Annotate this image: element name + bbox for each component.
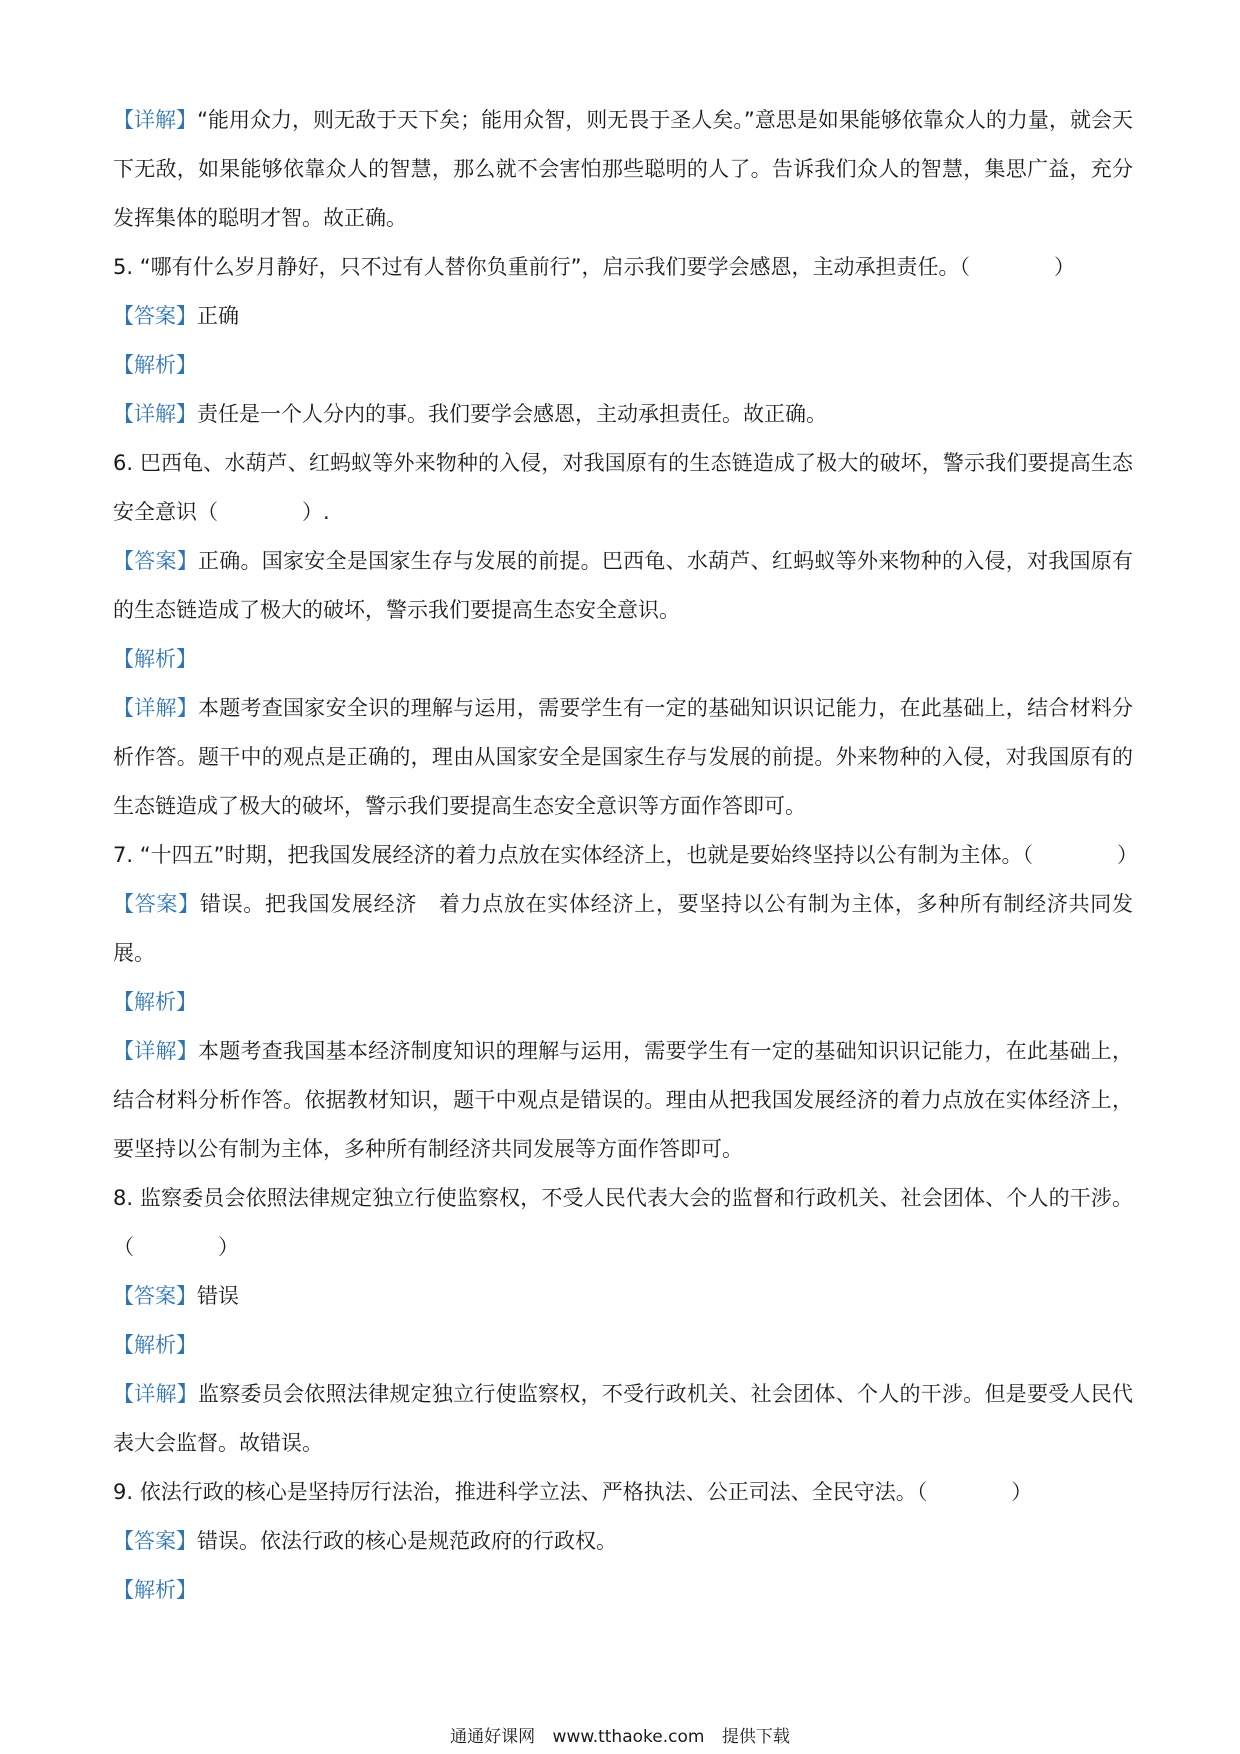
answer-7 (113, 880, 1133, 978)
detail-8 (113, 1370, 1133, 1468)
document-body (113, 96, 1138, 1615)
detail-tag: 【详解】 (113, 108, 198, 132)
analysis-tag: 【解析】 (113, 990, 197, 1014)
answer-5 (113, 292, 1133, 341)
answer-6 (113, 537, 1133, 635)
question-5: 5. “哪有什么岁月静好，只不过有人替你负重前行”，启示我们要学会感恩，主动承担责任。（ ） (113, 255, 1075, 279)
page-footer (0, 1726, 1240, 1748)
answer-tag: 【答案】 (113, 1529, 197, 1553)
answer-9 (113, 1517, 1133, 1566)
question-7: 7. “十四五”时期，把我国发展经济的着力点放在实体经济上，也就是要始终坚持以公有制为主体。（ ） (113, 843, 1138, 867)
footer-site-name: 通通好课网 (450, 1727, 536, 1747)
analysis-tag: 【解析】 (113, 647, 197, 671)
answer-tag: 【答案】 (113, 892, 200, 916)
answer-tag: 【答案】 (113, 549, 199, 573)
answer-text: 错误。依法行政的核心是规范政府的行政权。 (197, 1529, 617, 1553)
answer-text: 正确 (197, 304, 239, 328)
detail-5 (113, 390, 1133, 439)
analysis-tag: 【解析】 (113, 353, 197, 377)
analysis-tag: 【解析】 (113, 1333, 197, 1357)
question-8: 8. 监察委员会依照法律规定独立行使监察权，不受人民代表大会的监督和行政机关、社会团体、个人的干涉。（ ） (113, 1186, 1133, 1259)
detail-text: 本题考查国家安全识的理解与运用，需要学生有一定的基础知识识记能力，在此基础上，结合材料分析作答。题干中的观点是正确的，理由从国家安全是国家生存与发展的前提。外来物种的入侵，对我国原有的生态链造成了极大的破坏，警示我们要提高生态安全意识等方面作答即可。 (113, 696, 1134, 818)
analysis-tag: 【解析】 (113, 1578, 197, 1602)
detail-tag: 【详解】 (113, 1382, 199, 1406)
question-6: 6. 巴西龟、水葫芦、红蚂蚁等外来物种的入侵，对我国原有的生态链造成了极大的破坏，警示我们要提高生态安全意识（ ）. (113, 451, 1133, 524)
detail-text: 监察委员会依照法律规定独立行使监察权，不受行政机关、社会团体、个人的干涉。但是要受人民代表大会监督。故错误。 (113, 1382, 1134, 1455)
footer-note: 提供下载 (721, 1727, 790, 1747)
detail-text: “能用众力，则无敌于天下矣；能用众智，则无畏于圣人矣。”意思是如果能够依靠众人的力量，就会天下无敌，如果能够依靠众人的智慧，那么就不会害怕那些聪明的人了。告诉我们众人的智慧，集思广益，充分发挥集体的聪明才智。故正确。 (113, 108, 1133, 230)
detail-tag: 【详解】 (113, 696, 199, 720)
detail-text: 责任是一个人分内的事。我们要学会感恩，主动承担责任。故正确。 (197, 402, 827, 426)
answer-tag: 【答案】 (113, 304, 197, 328)
answer-text: 正确。国家安全是国家生存与发展的前提。巴西龟、水葫芦、红蚂蚁等外来物种的入侵，对我国原有的生态链造成了极大的破坏，警示我们要提高生态安全意识。 (113, 549, 1134, 622)
detail-text: 本题考查我国基本经济制度知识的理解与运用，需要学生有一定的基础知识识记能力，在此基础上，结合材料分析作答。依据教材知识，题干中观点是错误的。理由从把我国发展经济的着力点放在实体经济上，要坚持以公有制为主体，多种所有制经济共同发展等方面作答即可。 (113, 1039, 1134, 1161)
footer-url[interactable]: www.tthaoke.com (552, 1727, 705, 1747)
answer-text: 错误 (197, 1284, 239, 1308)
detail-6 (113, 684, 1133, 831)
answer-text: 错误。把我国发展经济 着力点放在实体经济上，要坚持以公有制为主体，多种所有制经济共同发展。 (113, 892, 1134, 965)
detail-paragraph (113, 96, 1133, 243)
detail-7 (113, 1027, 1133, 1174)
question-9: 9. 依法行政的核心是坚持厉行法治，推进科学立法、严格执法、公正司法、全民守法。（ ） (113, 1480, 1033, 1504)
detail-tag: 【详解】 (113, 402, 197, 426)
answer-tag: 【答案】 (113, 1284, 197, 1308)
detail-tag: 【详解】 (113, 1039, 199, 1063)
answer-8 (113, 1272, 1133, 1321)
